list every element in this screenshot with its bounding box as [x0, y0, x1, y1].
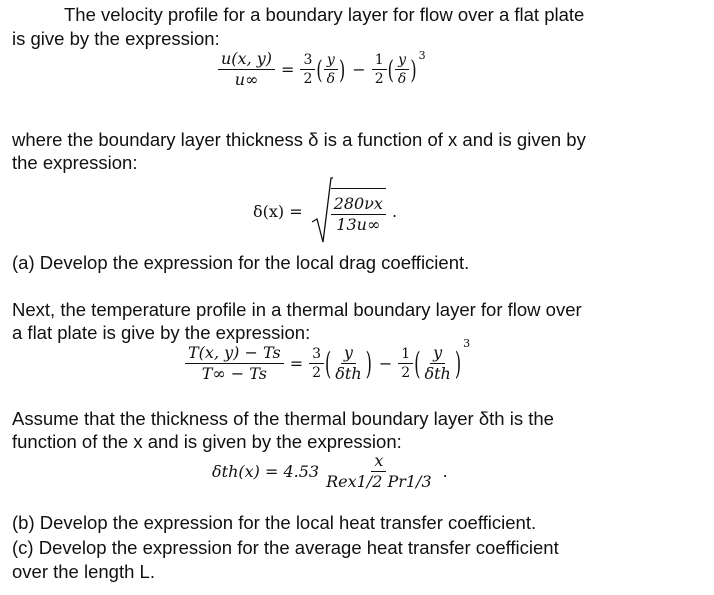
period: .	[391, 201, 398, 221]
y-over-delta	[324, 52, 338, 87]
ratio-den: δ	[326, 71, 336, 88]
temperature-profile-equation: $\frac{T(x, y) - Ts}{T\infty - Ts}$ = $\frac{3}{2}$ ( $\frac{y}{\text{δth}}$ ) − $\frac{1}{2}$ ( $\frac{y}{\text{δth}}$ ) 3	[185, 344, 470, 384]
intro-line-1: The velocity profile for a boundary layer for flow over a flat plate	[64, 4, 585, 25]
coef-one-half	[398, 346, 413, 381]
period: .	[442, 462, 448, 482]
thermal-thickness-equation	[212, 452, 448, 492]
ratio-num: y	[341, 344, 356, 364]
y-over-delta-th-cubed	[421, 344, 453, 384]
y-over-delta-cubed	[395, 52, 409, 87]
delta-lhs: δ(x) =	[253, 201, 303, 221]
velocity-profile-equation: $\frac{u(x, y)}{u\infty}$ = $\frac{3}{2}$ ( $\frac{y}{\delta}$ ) − $\frac{1}{2}$ ( $\frac{y}{\delta}$ ) 3	[218, 50, 426, 90]
y-over-delta-th	[332, 344, 364, 384]
cube-exponent: 3	[418, 49, 426, 63]
velocity-ratio-fraction	[218, 50, 275, 90]
temperature-ratio-fraction	[185, 344, 284, 384]
coef-num: 1	[398, 346, 413, 364]
temperature-line-1: Next, the temperature profile in a thermal boundary layer for flow over	[12, 299, 582, 320]
thickness-equation	[253, 176, 397, 246]
ratio-num: y	[395, 52, 409, 70]
ratio-num: y	[324, 52, 338, 70]
thermal-denominator: Rex1/2 Pr1/3	[326, 472, 432, 492]
sqrt-fraction	[331, 188, 386, 235]
minus-sign: −	[378, 354, 393, 374]
part-b: (b) Develop the expression for the local heat transfer coefficient.	[12, 512, 537, 533]
coef-three-halves	[300, 52, 315, 87]
sqrt-numerator: 280νx	[331, 195, 386, 215]
ratio-num: y	[430, 344, 445, 364]
delta-th-lhs: δth(x) = 4.53	[212, 462, 320, 482]
sqrt-denominator: 13u∞	[336, 215, 381, 234]
coef-one-half	[372, 52, 387, 87]
thickness-line-1: where the boundary layer thickness δ is a function of x and is given by	[12, 129, 586, 150]
thermal-numerator: x	[371, 452, 386, 472]
part-a: (a) Develop the expression for the local drag coefficient.	[12, 252, 470, 273]
coef-den: 2	[374, 71, 384, 88]
part-c-line-1: (c) Develop the expression for the average heat transfer coefficient	[12, 537, 559, 558]
part-c-line-2: over the length L.	[12, 561, 155, 582]
ratio-den: δth	[335, 364, 362, 384]
temperature-denominator: T∞ − Ts	[201, 364, 267, 384]
intro-line-2: is give by the expression:	[12, 28, 220, 49]
thermal-thickness-fraction	[323, 452, 435, 492]
velocity-numerator: u(x, y)	[218, 50, 275, 70]
ratio-den: δth	[424, 364, 451, 384]
coef-num: 3	[309, 346, 324, 364]
equals-sign: =	[281, 60, 295, 80]
cube-exponent: 3	[463, 337, 471, 351]
assume-line-2: function of the x and is given by the expression:	[12, 431, 402, 452]
thickness-line-2: the expression:	[12, 152, 138, 173]
sqrt-sign-icon	[311, 176, 333, 246]
minus-sign: −	[352, 60, 366, 80]
ratio-den: δ	[397, 71, 407, 88]
coef-den: 2	[303, 71, 313, 88]
coef-den: 2	[312, 365, 322, 382]
coef-num: 1	[372, 52, 387, 70]
temperature-line-2: a flat plate is give by the expression:	[12, 322, 311, 343]
coef-three-halves	[309, 346, 324, 381]
coef-den: 2	[401, 365, 411, 382]
assume-line-1: Assume that the thickness of the thermal boundary layer δth is the	[12, 408, 554, 429]
velocity-denominator: u∞	[234, 70, 259, 90]
coef-num: 3	[300, 52, 315, 70]
equals-sign: =	[289, 354, 304, 374]
temperature-numerator: T(x, y) − Ts	[185, 344, 284, 364]
